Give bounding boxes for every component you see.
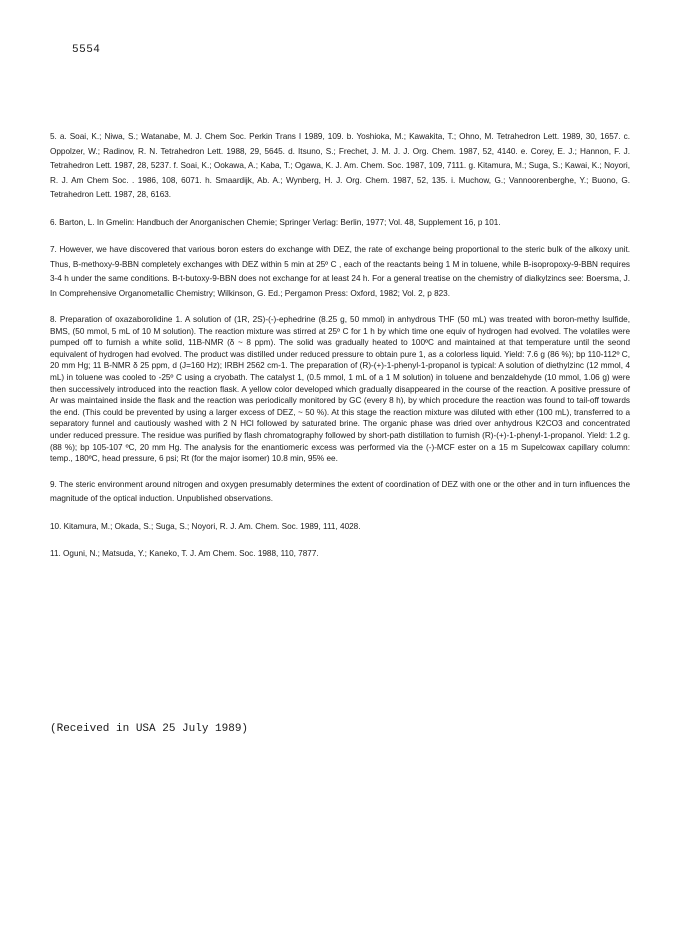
page-number: 5554 bbox=[72, 44, 101, 56]
note-5: 5. a. Soai, K.; Niwa, S.; Watanabe, M. J. Chem Soc. Perkin Trans I 1989, 109. b. Yoshioka, M.; Kawakita, T.; Ohno, M. Tetrahedron Lett. 1989, 30, 1657. c. Oppolzer, W.; Radinov, R. N. Tetrahedron Lett. 1988, 29, 5645. d. Itsuno, S.; Frechet, J. M. J. J. Org. Chem. 1987, 52, 4140. e. Corey, E. J.; Hannon, F. J. Tetrahedron Lett. 1987, 28, 5237. f. Soai, K.; Ookawa, A.; Kaba, T.; Ogawa, K. J. Am. Chem. Soc. 1987, 109, 7111. g. Kitamura, M.; Suga, S.; Kawai, K.; Noyori, R. J. Am Chem Soc. . 1986, 108, 6071. h. Smaardijk, Ab. A.; Wynberg, H. J. Org. Chem. 1987, 52, 135. i. Muchow, G.; Vannoorenberghe, Y.; Buono, G. Tetrahedron Lett. 1987, 28, 6163. bbox=[50, 132, 630, 199]
note-8: 8. Preparation of oxazaborolidine 1. A solution of (1R, 2S)-(-)-ephedrine (8.25 g, 50 mmol) in anhydrous THF (50 mL) was treated with boron-methy lsulfide, BMS, (50 mmol, 5 mL of 10 M solution). The reaction mixture was stirred at 25º C for 1 h by which time one equiv of hydrogen had evolved. The volatiles were pumped off to furnish a white solid, 11B-NMR (δ ~ 8 ppm). The solid was gradually heated to 100ºC and maintained at that temperature until the seond equivalent of hydrogen had evolved. The product was distilled under reduced pressure to obtain pure 1, as a colorless liquid. Yield: 7.6 g (86 %); bp 110-112º C, 20 mm Hg; 11 B-NMR δ 25 ppm, d (J=160 Hz); IRBH 2562 cm-1. The preparation of (R)-(+)-1-phenyl-1-propanol is typical: A solution of diethylzinc (12 mmol, 4 mL) in toluene was cooled to -25º C using a cryobath. The catalyst 1, (0.5 mmol, 1 mL of a 1 M solution) in toluene and benzaldehyde (10 mmol, 1.06 g) were then successively introduced into the reaction flask. A yellow color developed which gradually disappeared in the course of the reaction. A positive pressure of Ar was maintained inside the flask and the reaction was periodically monitored by GC (every 8 h), by which procedure the reaction was found to tail-off towards the end. (This could be prevented by using a larger excess of DEZ, ~ 50 %). At this stage the reaction mixture was diluted with ether (100 mL), transferred to a separatory funnel and cautiously washed with 2 N HCl followed by saturated brine. The organic phase was dried over anhydrous K2CO3 and concentrated under reduced pressure. The residue was purified by flash chromatography followed by short-path distillation to furnish (R)-(+)-1-phenyl-1-propanol. Yield: 1.2 g. (88 %); bp 105-107 ºC, 20 mm Hg. The analysis for the enantiomeric excess was performed via the (-)-MCF ester on a 15 m Supelcowax capillary column: temp., 180ºC, head pressure, 6 psi; Rt (for the major isomer) 10.8 min, 95% ee. bbox=[50, 315, 630, 464]
note-11: 11. Oguni, N.; Matsuda, Y.; Kaneko, T. J. Am Chem. Soc. 1988, 110, 7877. bbox=[50, 549, 319, 559]
note-9: 9. The steric environment around nitrogen and oxygen presumably determines the extent of coordination of DEZ with one or the other and in turn influences the magnitude of the optical induction. Unpublished observations. bbox=[50, 479, 630, 504]
note-10: 10. Kitamura, M.; Okada, S.; Suga, S.; Noyori, R. J. Am. Chem. Soc. 1989, 111, 4028. bbox=[50, 521, 361, 531]
note-6: 6. Barton, L. In Gmelin: Handbuch der Anorganischen Chemie; Springer Verlag: Berlin, 1977; Vol. 48, Supplement 16, p 101. bbox=[50, 217, 501, 227]
note-7: 7. However, we have discovered that various boron esters do exchange with DEZ, the rate of exchange being proportional to the steric bulk of the alkoxy unit. Thus, B-methoxy-9-BBN completely exchanges with DEZ within 5 min at 25º C , each of the reactants being 1 M in toluene, while B-isopropoxy-9-BBN requires 3-4 h under the same conditions. B-t-butoxy-9-BBN does not exchange for at least 24 h. For a general treatise on the chemistry of dialkylzincs see: Boersma, J. In Comprehensive Organometallic Chemistry; Wilkinson, G. Ed.; Pergamon Press: Oxford, 1982; Vol. 2, p 823. bbox=[50, 245, 630, 298]
reference-notes bbox=[50, 130, 630, 575]
received-date: (Received in USA 25 July 1989) bbox=[50, 723, 249, 735]
